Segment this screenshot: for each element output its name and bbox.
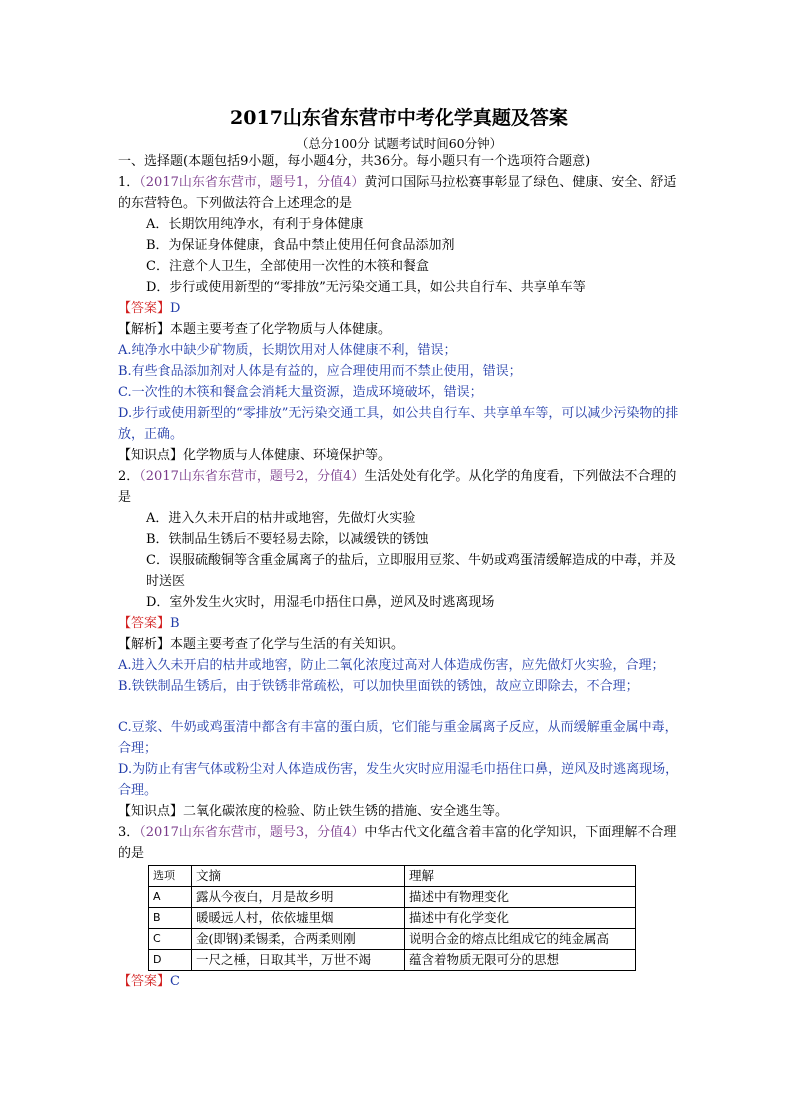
answer-value: B: [170, 616, 180, 631]
question-text: 中华古代文化蕴含着丰富的化学知识，下面理解不合理的是: [118, 825, 677, 861]
table-cell: 一尺之棰，日取其半，万世不竭: [192, 950, 405, 971]
blank-line: [118, 697, 680, 717]
table-cell: 说明合金的熔点比组成它的纯金属高: [405, 929, 636, 950]
exam-info: （总分100分 试题考试时间60分钟）: [295, 136, 503, 151]
analysis-item: B.有些食品添加剂对人体是有益的，应合理使用而不禁止使用，错误；: [118, 364, 522, 379]
option-b: B．铁制品生锈后不要轻易去除，以减缓铁的锈蚀: [146, 532, 429, 547]
question-text: 黄河口国际马拉松赛事彰显了绿色、健康、安全、舒适的东营特色。下列做法符合上述理念的是: [118, 175, 677, 211]
table-row: [149, 887, 636, 908]
question-number: 1．: [118, 175, 140, 190]
table-header-cell: 文摘: [192, 866, 405, 887]
table-header-cell: 理解: [405, 866, 636, 887]
question-text: 生活处处有化学。从化学的角度看，下列做法不合理的是: [118, 469, 677, 505]
table-cell: 描述中有物理变化: [405, 887, 636, 908]
document-page: [118, 98, 680, 992]
analysis-item: B.铁铁制品生锈后，由于铁锈非常疏松，可以加快里面铁的锈蚀，故应立即除去，不合理；: [118, 679, 639, 694]
answer-line: [118, 971, 680, 992]
analysis-text: 本题主要考查了化学物质与人体健康。: [170, 322, 392, 337]
question-3-stem: [118, 822, 680, 864]
table-cell: C: [149, 929, 192, 950]
option-d: D．步行或使用新型的“零排放”无污染交通工具，如公共自行车、共享单车等: [146, 280, 586, 295]
analysis-text: 本题主要考查了化学与生活的有关知识。: [170, 637, 405, 652]
question-source: （2017山东省东营市，题号3，分值4）: [139, 825, 365, 840]
answer-line: [118, 298, 680, 319]
table-row: [149, 908, 636, 929]
answer-tag: 【答案】: [118, 616, 171, 631]
knowledge-line: [118, 445, 680, 466]
section-heading: 一、选择题(本题包括9小题，每小题4分，共36分。每小题只有一个选项符合题意): [118, 154, 591, 169]
analysis-line: [118, 319, 680, 340]
option-a: A．长期饮用纯净水，有利于身体健康: [146, 217, 364, 232]
table-header-cell: 选项: [149, 866, 192, 887]
table-cell: A: [149, 887, 192, 908]
answer-line: [118, 613, 680, 634]
table-row: [149, 950, 636, 971]
analysis-tag: 【解析】: [118, 637, 171, 652]
question-1-stem: [118, 172, 680, 214]
knowledge-line: [118, 801, 680, 822]
question-source: （2017山东省东营市，题号2，分值4）: [139, 469, 365, 484]
analysis-item: D.步行或使用新型的“零排放”无污染交通工具，如公共自行车、共享单车等，可以减少污染物的排放，正确。: [118, 406, 679, 442]
table-header-row: [149, 866, 636, 887]
knowledge-text: 化学物质与人体健康、环境保护等。: [183, 448, 392, 463]
question-3-table: [148, 865, 636, 971]
table-cell: 描述中有化学变化: [405, 908, 636, 929]
option-b: B．为保证身体健康，食品中禁止使用任何食品添加剂: [146, 238, 455, 253]
option-c: C．误服硫酸铜等含重金属离子的盐后，立即服用豆浆、牛奶或鸡蛋清缓解造成的中毒，并及时送医: [146, 553, 676, 589]
option-a: A．进入久未开启的枯井或地窖，先做灯火实验: [146, 511, 416, 526]
answer-value: C: [170, 974, 180, 989]
question-source: （2017山东省东营市，题号1，分值4）: [139, 175, 365, 190]
option-c: C．注意个人卫生，全部使用一次性的木筷和餐盒: [146, 259, 429, 274]
knowledge-tag: 【知识点】: [118, 448, 184, 463]
table-cell: 蕴含着物质无限可分的思想: [405, 950, 636, 971]
question-number: 3．: [118, 825, 140, 840]
table-cell: D: [149, 950, 192, 971]
page-title: 2017山东省东营市中考化学真题及答案: [230, 107, 568, 129]
analysis-item: A.纯净水中缺少矿物质，长期饮用对人体健康不利，错误；: [118, 343, 457, 358]
analysis-item: C.一次性的木筷和餐盒会消耗大量资源，造成环境破坏，错误；: [118, 385, 483, 400]
table-cell: 露从今夜白，月是故乡明: [192, 887, 405, 908]
analysis-tag: 【解析】: [118, 322, 171, 337]
option-d: D．室外发生火灾时，用湿毛巾捂住口鼻，逆风及时逃离现场: [146, 595, 495, 610]
analysis-item: D.为防止有害气体或粉尘对人体造成伤害，发生火灾时应用湿毛巾捂住口鼻，逆风及时逃离现场，合理。: [118, 762, 679, 798]
table-cell: 金(即钢)柔锡柔，合两柔则刚: [192, 929, 405, 950]
table-cell: B: [149, 908, 192, 929]
answer-tag: 【答案】: [118, 974, 171, 989]
question-number: 2．: [118, 469, 140, 484]
analysis-line: [118, 634, 680, 655]
analysis-item: C.豆浆、牛奶或鸡蛋清中都含有丰富的蛋白质，它们能与重金属离子反应，从而缓解重金属中毒，合理；: [118, 720, 678, 756]
table-row: [149, 929, 636, 950]
answer-value: D: [170, 301, 181, 316]
question-2-stem: [118, 466, 680, 508]
answer-tag: 【答案】: [118, 301, 171, 316]
knowledge-tag: 【知识点】: [118, 804, 184, 819]
table-cell: 暖暖远人村，依依墟里烟: [192, 908, 405, 929]
knowledge-text: 二氧化碳浓度的检验、防止铁生锈的措施、安全逃生等。: [183, 804, 509, 819]
analysis-item: A.进入久未开启的枯井或地窖，防止二氧化浓度过高对人体造成伤害，应先做灯火实验，合理；: [118, 658, 665, 673]
